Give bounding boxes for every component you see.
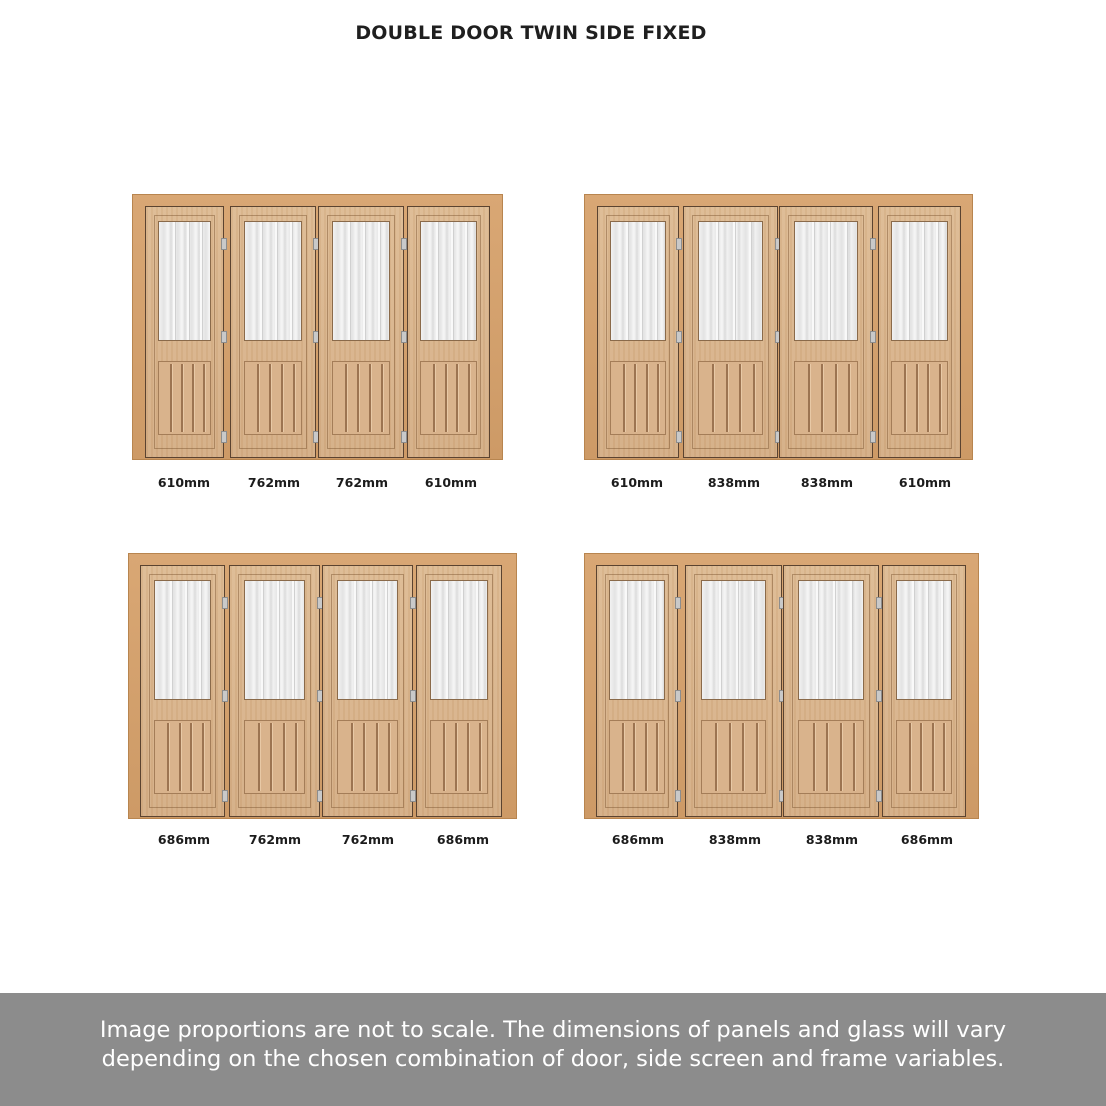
door-leaf bbox=[322, 565, 413, 817]
door-configuration bbox=[128, 553, 517, 859]
glass-pane bbox=[701, 580, 766, 700]
tongue-and-groove-panel bbox=[798, 720, 864, 794]
hinge bbox=[222, 790, 228, 802]
glass-pane bbox=[798, 580, 864, 700]
width-label: 610mm bbox=[898, 475, 952, 490]
hinge bbox=[675, 790, 681, 802]
side-screen-panel bbox=[882, 565, 966, 817]
tongue-and-groove-panel bbox=[244, 361, 302, 435]
glass-pane bbox=[332, 221, 390, 341]
door-leaf bbox=[318, 206, 404, 458]
tongue-and-groove-panel bbox=[154, 720, 211, 794]
disclaimer-text bbox=[0, 1016, 1106, 1074]
hinge bbox=[222, 597, 228, 609]
tongue-and-groove-panel bbox=[896, 720, 952, 794]
glass-pane bbox=[244, 221, 302, 341]
side-screen-panel bbox=[597, 206, 679, 458]
hinge bbox=[870, 431, 876, 443]
side-screen-panel bbox=[878, 206, 961, 458]
side-screen-panel bbox=[416, 565, 502, 817]
hinge bbox=[676, 431, 682, 443]
door-leaf bbox=[783, 565, 879, 817]
width-label: 610mm bbox=[610, 475, 664, 490]
tongue-and-groove-panel bbox=[420, 361, 477, 435]
hinge bbox=[675, 690, 681, 702]
tongue-and-groove-panel bbox=[337, 720, 398, 794]
hinge bbox=[870, 331, 876, 343]
door-leaf bbox=[685, 565, 782, 817]
hinge bbox=[221, 431, 227, 443]
disclaimer-banner bbox=[0, 993, 1106, 1106]
width-label: 686mm bbox=[157, 832, 211, 847]
width-label: 610mm bbox=[424, 475, 478, 490]
glass-pane bbox=[610, 221, 666, 341]
width-label: 838mm bbox=[800, 475, 854, 490]
width-label: 762mm bbox=[335, 475, 389, 490]
tongue-and-groove-panel bbox=[698, 361, 763, 435]
glass-pane bbox=[794, 221, 858, 341]
tongue-and-groove-panel bbox=[701, 720, 766, 794]
hinge bbox=[675, 597, 681, 609]
tongue-and-groove-panel bbox=[609, 720, 665, 794]
page-title: DOUBLE DOOR TWIN SIDE FIXED bbox=[355, 22, 707, 44]
tongue-and-groove-panel bbox=[332, 361, 390, 435]
door-configuration bbox=[584, 553, 979, 859]
door-leaf bbox=[683, 206, 778, 458]
glass-pane bbox=[430, 580, 488, 700]
glass-pane bbox=[154, 580, 211, 700]
width-label: 838mm bbox=[708, 832, 762, 847]
tongue-and-groove-panel bbox=[430, 720, 488, 794]
width-label: 838mm bbox=[707, 475, 761, 490]
hinge bbox=[222, 690, 228, 702]
width-label: 686mm bbox=[611, 832, 665, 847]
width-label: 762mm bbox=[341, 832, 395, 847]
glass-pane bbox=[896, 580, 952, 700]
width-label: 762mm bbox=[247, 475, 301, 490]
side-screen-panel bbox=[596, 565, 678, 817]
hinge bbox=[870, 238, 876, 250]
width-label: 762mm bbox=[248, 832, 302, 847]
hinge bbox=[676, 238, 682, 250]
glass-pane bbox=[891, 221, 948, 341]
tongue-and-groove-panel bbox=[158, 361, 211, 435]
tongue-and-groove-panel bbox=[891, 361, 948, 435]
tongue-and-groove-panel bbox=[794, 361, 858, 435]
width-label: 610mm bbox=[157, 475, 211, 490]
door-configuration bbox=[132, 194, 503, 500]
width-label: 838mm bbox=[805, 832, 859, 847]
hinge bbox=[221, 331, 227, 343]
glass-pane bbox=[158, 221, 211, 341]
tongue-and-groove-panel bbox=[244, 720, 305, 794]
door-configuration bbox=[584, 194, 973, 500]
glass-pane bbox=[337, 580, 398, 700]
side-screen-panel bbox=[145, 206, 224, 458]
hinge bbox=[221, 238, 227, 250]
door-leaf bbox=[229, 565, 320, 817]
disclaimer-line-1: Image proportions are not to scale. The dimensions of panels and glass will vary bbox=[99, 1017, 1007, 1043]
disclaimer-line-2: depending on the chosen combination of door, side screen and frame variables. bbox=[101, 1046, 1005, 1072]
glass-pane bbox=[609, 580, 665, 700]
glass-pane bbox=[698, 221, 763, 341]
side-screen-panel bbox=[407, 206, 490, 458]
door-leaf bbox=[779, 206, 873, 458]
glass-pane bbox=[420, 221, 477, 341]
glass-pane bbox=[244, 580, 305, 700]
width-label: 686mm bbox=[900, 832, 954, 847]
door-leaf bbox=[230, 206, 316, 458]
width-label: 686mm bbox=[436, 832, 490, 847]
side-screen-panel bbox=[140, 565, 225, 817]
hinge bbox=[676, 331, 682, 343]
tongue-and-groove-panel bbox=[610, 361, 666, 435]
